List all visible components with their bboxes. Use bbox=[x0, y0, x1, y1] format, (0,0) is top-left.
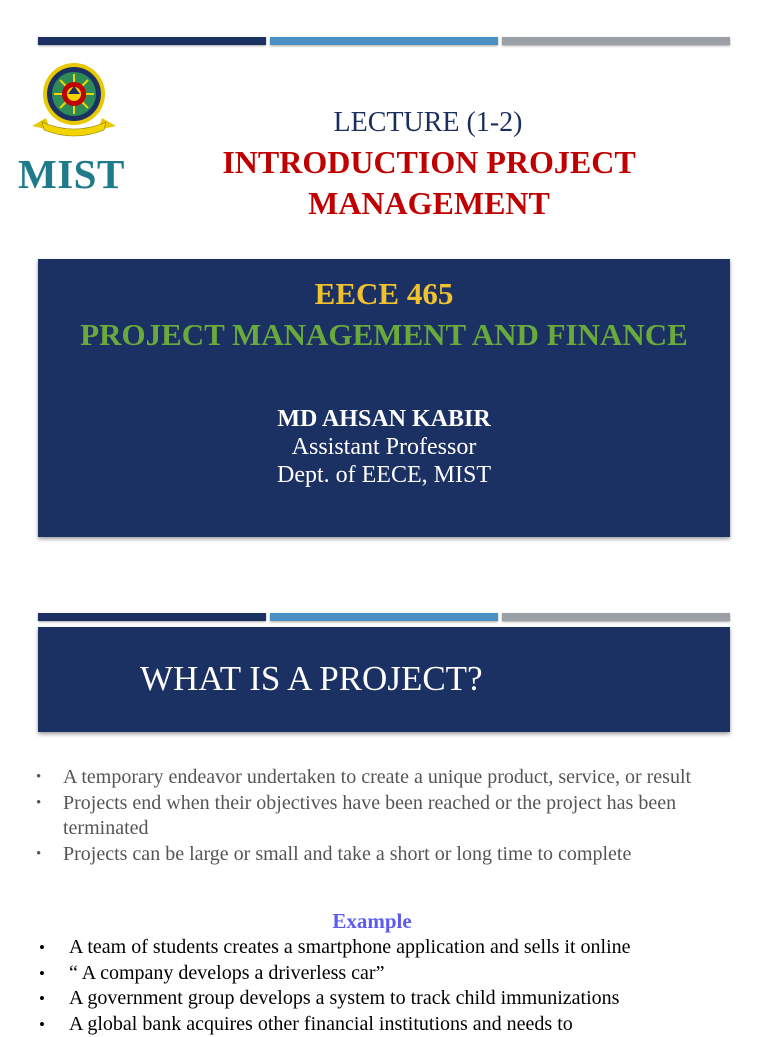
author-name: MD AHSAN KABIR bbox=[38, 406, 730, 433]
bullet-icon: • bbox=[39, 1012, 45, 1037]
example-text: A global bank acquires other financial institutions and needs to bbox=[69, 1013, 573, 1035]
definition-list bbox=[34, 765, 764, 867]
org-wordmark: MIST bbox=[18, 150, 125, 198]
course-title: PROJECT MANAGEMENT AND FINANCE bbox=[78, 317, 690, 352]
example-heading: Example bbox=[0, 909, 744, 934]
example-text: A team of students creates a smartphone application and sells it online bbox=[69, 936, 631, 958]
list-item bbox=[38, 935, 758, 961]
accent-bar-grey bbox=[502, 613, 730, 621]
bullet-icon: • bbox=[39, 961, 45, 987]
bullet-text: A temporary endeavor undertaken to create a unique product, service, or result bbox=[63, 766, 691, 788]
list-item bbox=[34, 791, 764, 842]
list-item bbox=[34, 842, 764, 868]
bullet-text: Projects can be large or small and take a short or long time to complete bbox=[63, 843, 631, 865]
bullet-icon: • bbox=[39, 986, 45, 1012]
accent-bar-blue bbox=[270, 613, 498, 621]
bullet-text: Projects end when their objectives have been reached or the project has been terminated bbox=[63, 792, 676, 840]
author-role: Assistant Professor bbox=[38, 434, 730, 461]
slide-title: INTRODUCTION PROJECT MANAGEMENT bbox=[190, 142, 668, 224]
bullet-icon: • bbox=[36, 765, 41, 791]
accent-bar-navy bbox=[38, 37, 266, 45]
heading-panel bbox=[38, 627, 730, 732]
bullet-icon: • bbox=[36, 842, 41, 868]
list-item bbox=[34, 765, 764, 791]
list-item bbox=[38, 1012, 758, 1037]
accent-bar-blue bbox=[270, 37, 498, 45]
list-item bbox=[38, 986, 758, 1012]
example-list bbox=[38, 935, 758, 1037]
slide-heading: WHAT IS A PROJECT? bbox=[140, 659, 483, 699]
lecture-number: LECTURE (1-2) bbox=[208, 107, 648, 139]
author-department: Dept. of EECE, MIST bbox=[38, 462, 730, 489]
accent-bar-navy bbox=[38, 613, 266, 621]
mist-logo-icon bbox=[28, 60, 120, 142]
example-text: A government group develops a system to track child immunizations bbox=[69, 987, 619, 1009]
course-panel bbox=[38, 259, 730, 537]
bullet-icon: • bbox=[39, 935, 45, 961]
bullet-icon: • bbox=[36, 791, 41, 817]
example-text: “ A company develops a driverless car” bbox=[69, 962, 384, 984]
list-item bbox=[38, 961, 758, 987]
accent-bar-grey bbox=[502, 37, 730, 45]
course-code: EECE 465 bbox=[38, 276, 730, 312]
